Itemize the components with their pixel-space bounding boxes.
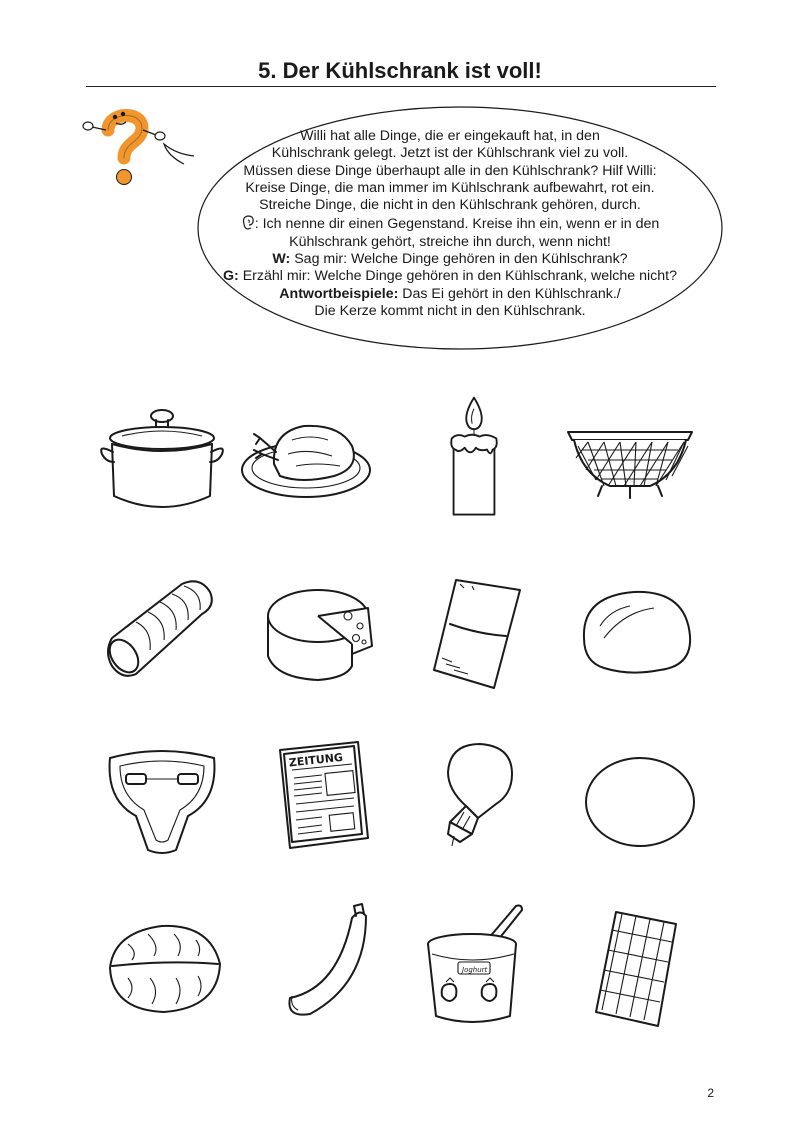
- diaper-icon[interactable]: [92, 736, 232, 866]
- g-text: Erzähl mir: Welche Dinge gehören in den Kühlschrank, welche nicht?: [238, 268, 677, 285]
- roast-chicken-icon[interactable]: [236, 400, 376, 530]
- yogurt-label: Joghurt: [462, 966, 488, 974]
- bread-roll-icon[interactable]: [570, 572, 710, 702]
- cooking-pot-icon[interactable]: [92, 400, 232, 530]
- napkin-icon[interactable]: [408, 566, 548, 696]
- instruction-line: Streiche Dinge, die nicht in den Kühlschrank gehören, durch.: [259, 197, 641, 214]
- answer-text: Das Ei gehört in den Kühlschrank./: [398, 285, 621, 302]
- ear-icon: [241, 214, 255, 231]
- instruction-line-answer: [200, 286, 700, 303]
- instruction-line-w: [200, 251, 700, 268]
- cheese-wheel-icon[interactable]: [252, 570, 392, 700]
- newspaper-masthead: ZEITUNG: [288, 750, 344, 770]
- sausage-icon[interactable]: [270, 898, 410, 1028]
- instruction-line-listening: [200, 214, 700, 233]
- instruction-line: Müssen diese Dinge überhaupt alle in den Kühlschrank? Hilf Willi:: [243, 162, 657, 179]
- egg-icon[interactable]: [570, 740, 710, 870]
- listening-task-text: : Ich nenne dir einen Gegenstand. Kreise ihn ein, wenn er in den: [254, 216, 660, 233]
- newspaper-icon[interactable]: [262, 734, 402, 864]
- answer-label: Antwortbeispiele:: [279, 285, 399, 302]
- candle-icon[interactable]: [404, 392, 544, 522]
- instruction-line: Willi hat alle Dinge, die er eingekauft hat, in den: [300, 128, 600, 144]
- colander-icon[interactable]: [560, 400, 700, 530]
- question-mark-mascot-icon: [80, 100, 170, 195]
- yogurt-cup-icon[interactable]: [412, 900, 552, 1030]
- w-text: Sag mir: Welche Dinge gehören in den Kühlschrank?: [290, 251, 628, 268]
- page-title: 5. Der Kühlschrank ist voll!: [258, 58, 542, 83]
- light-bulb-icon[interactable]: [420, 738, 560, 868]
- pastry-roll-icon[interactable]: [92, 568, 232, 698]
- instructions-text: [200, 128, 700, 320]
- w-label: W:: [272, 251, 291, 268]
- chocolate-bar-icon[interactable]: [578, 906, 718, 1036]
- walnut-icon[interactable]: [98, 904, 238, 1034]
- instruction-line: Die Kerze kommt nicht in den Kühlschrank.: [314, 302, 586, 319]
- instruction-line: Kühlschrank gehört, streiche ihn durch, wenn nicht!: [289, 233, 611, 250]
- instruction-line-g: [200, 268, 700, 285]
- g-label: G:: [223, 268, 239, 285]
- page-number: 2: [707, 1086, 714, 1100]
- title-divider: [86, 86, 716, 87]
- instruction-line: Kühlschrank gelegt. Jetzt ist der Kühlschrank viel zu voll.: [271, 145, 629, 162]
- instruction-line: Kreise Dinge, die man immer im Kühlschrank aufbewahrt, rot ein.: [245, 179, 655, 196]
